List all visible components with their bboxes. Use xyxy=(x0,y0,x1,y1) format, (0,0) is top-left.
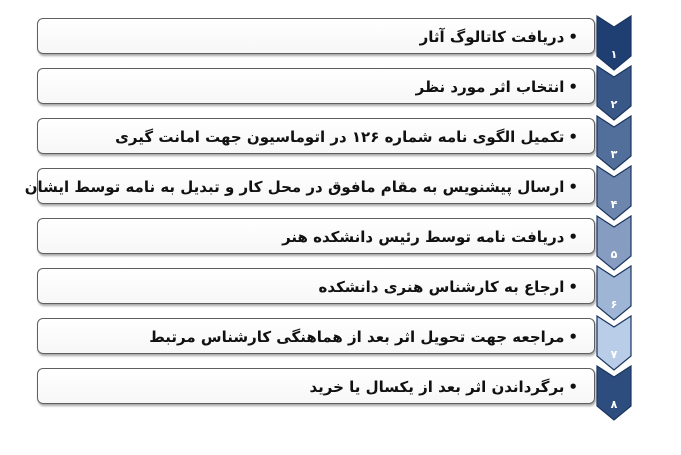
step-number: ۷ xyxy=(610,348,618,361)
step-number: ۴ xyxy=(610,198,618,211)
step-label: برگرداندن اثر بعد از یکسال یا خرید xyxy=(309,378,565,396)
step-7 xyxy=(37,318,637,360)
step-box xyxy=(37,268,595,304)
step-6 xyxy=(37,268,637,310)
step-label: مراجعه جهت تحویل اثر بعد از هماهنگی کارشناس مرتبط xyxy=(149,328,565,346)
step-box xyxy=(37,118,595,154)
step-text xyxy=(282,219,578,255)
step-label: انتخاب اثر مورد نظر xyxy=(415,78,565,96)
step-5 xyxy=(37,218,637,260)
bullet: • xyxy=(568,328,578,346)
step-number: ۱ xyxy=(610,48,618,61)
step-text xyxy=(115,119,578,155)
step-label: ارجاع به کارشناس هنری دانشکده xyxy=(318,278,565,296)
step-text xyxy=(416,69,578,105)
step-box xyxy=(37,368,595,404)
step-number: ۳ xyxy=(610,148,618,161)
bullet: • xyxy=(568,128,578,146)
step-3 xyxy=(37,118,637,160)
step-text xyxy=(310,369,579,405)
step-box xyxy=(24,168,595,204)
step-text xyxy=(149,319,578,355)
bullet: • xyxy=(568,378,578,396)
step-label: دریافت نامه توسط رئیس دانشکده هنر xyxy=(282,228,565,246)
bullet: • xyxy=(568,28,578,46)
step-number: ۶ xyxy=(610,298,618,311)
step-box xyxy=(37,218,595,254)
step-8 xyxy=(37,368,637,410)
step-1 xyxy=(37,18,637,60)
step-box xyxy=(37,68,595,104)
step-2 xyxy=(37,68,637,110)
chevron-down-icon xyxy=(591,362,637,424)
step-label: دریافت کاتالوگ آثار xyxy=(419,28,565,46)
step-text xyxy=(25,169,578,205)
bullet: • xyxy=(568,228,578,246)
step-label: ارسال پیشنویس به مقام مافوق در محل کار و تبدیل به نامه توسط ایشان xyxy=(24,178,565,196)
step-number: ۲ xyxy=(610,98,618,111)
step-label: تکمیل الگوی نامه شماره ۱۲۶ در اتوماسیون جهت امانت گیری xyxy=(115,128,565,146)
step-4 xyxy=(24,168,637,211)
bullet: • xyxy=(568,78,578,96)
step-box xyxy=(37,18,595,54)
bullet: • xyxy=(568,178,578,196)
step-number: ۸ xyxy=(610,398,618,411)
step-text xyxy=(319,269,578,305)
step-text xyxy=(420,19,578,55)
step-box xyxy=(37,318,595,354)
step-number: ۵ xyxy=(610,248,618,261)
bullet: • xyxy=(568,278,578,296)
